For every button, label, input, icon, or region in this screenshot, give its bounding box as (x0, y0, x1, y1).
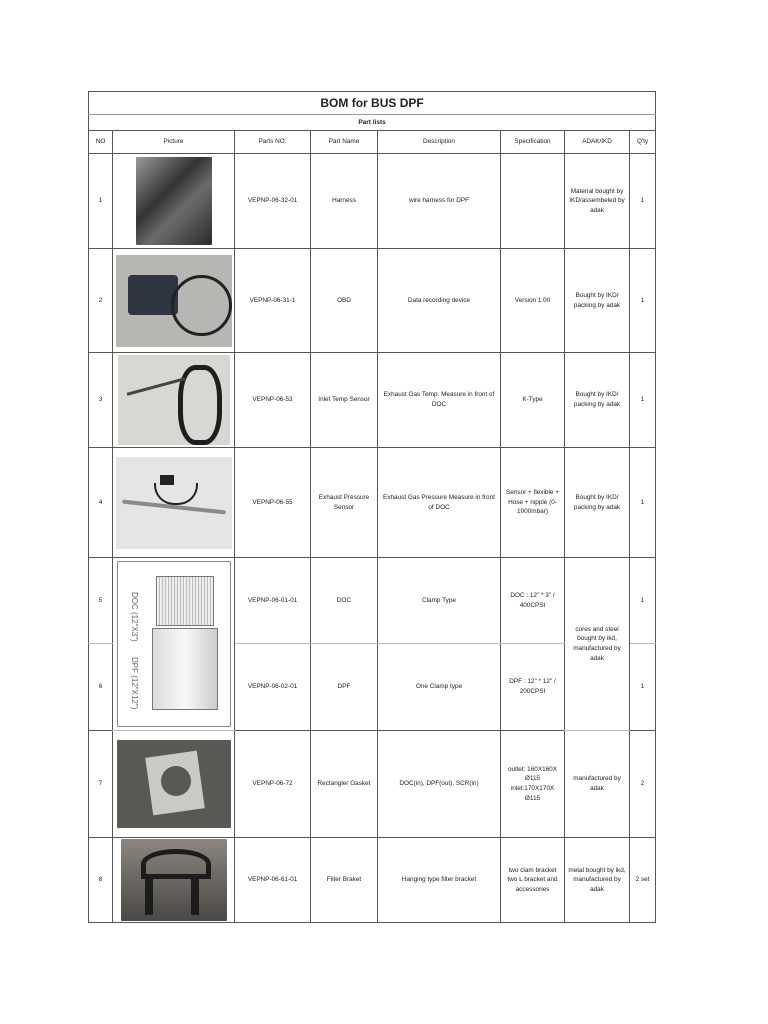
description: Exhaust Gas Pressure Measure in front of DOC (378, 448, 501, 558)
header-no: NO (89, 131, 113, 154)
header-picture: Picture (113, 131, 235, 154)
qty: 1 (630, 154, 656, 249)
description: DOC(in), DPF(out), SCR(in) (378, 731, 501, 838)
harness-photo (136, 157, 212, 245)
specification: two clam bracket two L bracket and accessories (501, 838, 565, 923)
pressure-sensor-photo (116, 457, 232, 549)
qty: 1 (630, 353, 656, 448)
header-row (89, 131, 656, 154)
parts-no: VEPNP-06-53 (235, 353, 311, 448)
row-no: 1 (89, 154, 113, 249)
part-name: Exhaust Pressure Sensor (311, 448, 378, 558)
doc-label: DOC (12"X3") (129, 592, 139, 642)
part-name: Rectangler Gasket (311, 731, 378, 838)
parts-no: VEPNP-06-55 (235, 448, 311, 558)
table-row (89, 558, 656, 644)
description: Clamp Type (378, 558, 501, 644)
parts-no: VEPNP-06-31-1 (235, 249, 311, 353)
specification: Version 1.00 (501, 249, 565, 353)
header-qty: Q'ty (630, 131, 656, 154)
row-no: 6 (89, 644, 113, 731)
description: One Clamp type (378, 644, 501, 731)
header-description: Description (378, 131, 501, 154)
part-name: DPF (311, 644, 378, 731)
row-no: 4 (89, 448, 113, 558)
table-row (89, 353, 656, 448)
adak-ikd: Bought by IKD/ packing by adak (565, 249, 630, 353)
parts-no: VEPNP-06-02-01 (235, 644, 311, 731)
header-parts-no: Parts NO. (235, 131, 311, 154)
qty: 1 (630, 448, 656, 558)
specification: Sensor + flexible + Hose + nipple (0-1000mbar) (501, 448, 565, 558)
part-name: Filter Braket (311, 838, 378, 923)
row-no: 5 (89, 558, 113, 644)
specification: DOC : 12" * 3" / 400CPSI (501, 558, 565, 644)
specification: DPF : 12" * 12" / 200CPSI (501, 644, 565, 731)
table-row (89, 731, 656, 838)
bracket-photo (121, 839, 227, 921)
qty: 2 set (630, 838, 656, 923)
row-no: 3 (89, 353, 113, 448)
table-row (89, 838, 656, 923)
header-part-name: Part Name (311, 131, 378, 154)
row-no: 7 (89, 731, 113, 838)
adak-ikd: Bought by IKD/ packing by adak (565, 353, 630, 448)
temp-sensor-photo (118, 355, 230, 445)
dpf-label: DPF (12"X12") (129, 657, 139, 710)
part-name: Inlet Temp Sensor (311, 353, 378, 448)
gasket-photo (117, 740, 231, 828)
specification: K-Type (501, 353, 565, 448)
table-row (89, 249, 656, 353)
parts-no: VEPNP-06-72 (235, 731, 311, 838)
page-title: BOM for BUS DPF (89, 92, 656, 115)
table-row (89, 448, 656, 558)
specification (501, 154, 565, 249)
parts-no: VEPNP-06-32-01 (235, 154, 311, 249)
adak-ikd: metal bought by ikd, manufactured by adak (565, 838, 630, 923)
specification: outlet: 160X160X Ø115 inlet:170X170X Ø115 (501, 731, 565, 838)
row-no: 2 (89, 249, 113, 353)
header-specification: Specification (501, 131, 565, 154)
description: Hanging type filter bracket (378, 838, 501, 923)
row-no: 8 (89, 838, 113, 923)
qty: 2 (630, 731, 656, 838)
header-adak-ikd: ADAK/IKD (565, 131, 630, 154)
adak-ikd: Bought by IKD/ packing by adak (565, 448, 630, 558)
qty: 1 (630, 249, 656, 353)
adak-ikd: Material bought by IKD/assembeled by adak (565, 154, 630, 249)
description: Data recording device (378, 249, 501, 353)
qty: 1 (630, 558, 656, 644)
adak-ikd: manufactured by adak (565, 731, 630, 838)
qty: 1 (630, 644, 656, 731)
obd-device-photo (116, 255, 232, 347)
part-name: Harness (311, 154, 378, 249)
parts-no: VEPNP-06-61-01 (235, 838, 311, 923)
parts-no: VEPNP-06-01-01 (235, 558, 311, 644)
table-row (89, 154, 656, 249)
part-name: OBD (311, 249, 378, 353)
part-name: DOC (311, 558, 378, 644)
doc-dpf-drawing (117, 561, 231, 727)
description: Exhaust Gas Temp. Measure in front of DOC (378, 353, 501, 448)
description: wire harness for DPF (378, 154, 501, 249)
subtitle: Part lists (89, 115, 656, 131)
bom-table (88, 91, 656, 923)
adak-ikd: cores and steel bought by ikd, manufactured by adak (565, 558, 630, 731)
